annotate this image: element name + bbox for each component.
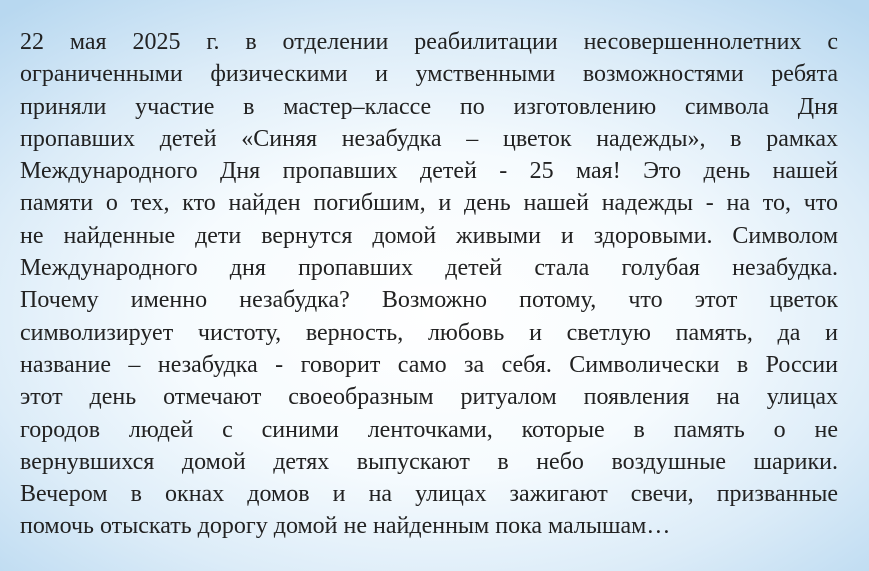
body-text xyxy=(20,26,838,543)
text-line: ограниченными физическими и умственными возможностями ребята xyxy=(20,61,838,88)
text-line: помочь отыскать дорогу домой не найденным пока малышам… xyxy=(20,513,671,540)
text-line: символизирует чистоту, верность, любовь и светлую память, да и xyxy=(20,319,838,346)
text-line: этот день отмечают своеобразным ритуалом появления на улицах xyxy=(20,384,838,411)
text-line: городов людей с синими ленточками, которые в память о не xyxy=(20,416,838,443)
text-line: название – незабудка - говорит само за себя. Символически в России xyxy=(20,351,838,378)
text-line: Международного дня пропавших детей стала голубая незабудка. xyxy=(20,255,838,282)
text-line: не найденные дети вернутся домой живыми и здоровыми. Символом xyxy=(20,222,838,249)
text-line: приняли участие в мастер–классе по изготовлению символа Дня xyxy=(20,93,838,120)
text-line: 22 мая 2025 г. в отделении реабилитации несовершеннолетних с xyxy=(20,29,838,55)
text-line: вернувшихся домой детях выпускают в небо воздушные шарики. xyxy=(20,448,838,475)
text-line: памяти о тех, кто найден погибшим, и день нашей надежды - на то, что xyxy=(20,190,838,217)
text-line: Почему именно незабудка? Возможно потому, что этот цветок xyxy=(20,287,838,314)
text-line: Вечером в окнах домов и на улицах зажигают свечи, призванные xyxy=(20,481,838,508)
text-line: Международного Дня пропавших детей - 25 мая! Это день нашей xyxy=(20,158,838,185)
text-line: пропавших детей «Синяя незабудка – цветок надежды», в рамках xyxy=(20,125,838,152)
